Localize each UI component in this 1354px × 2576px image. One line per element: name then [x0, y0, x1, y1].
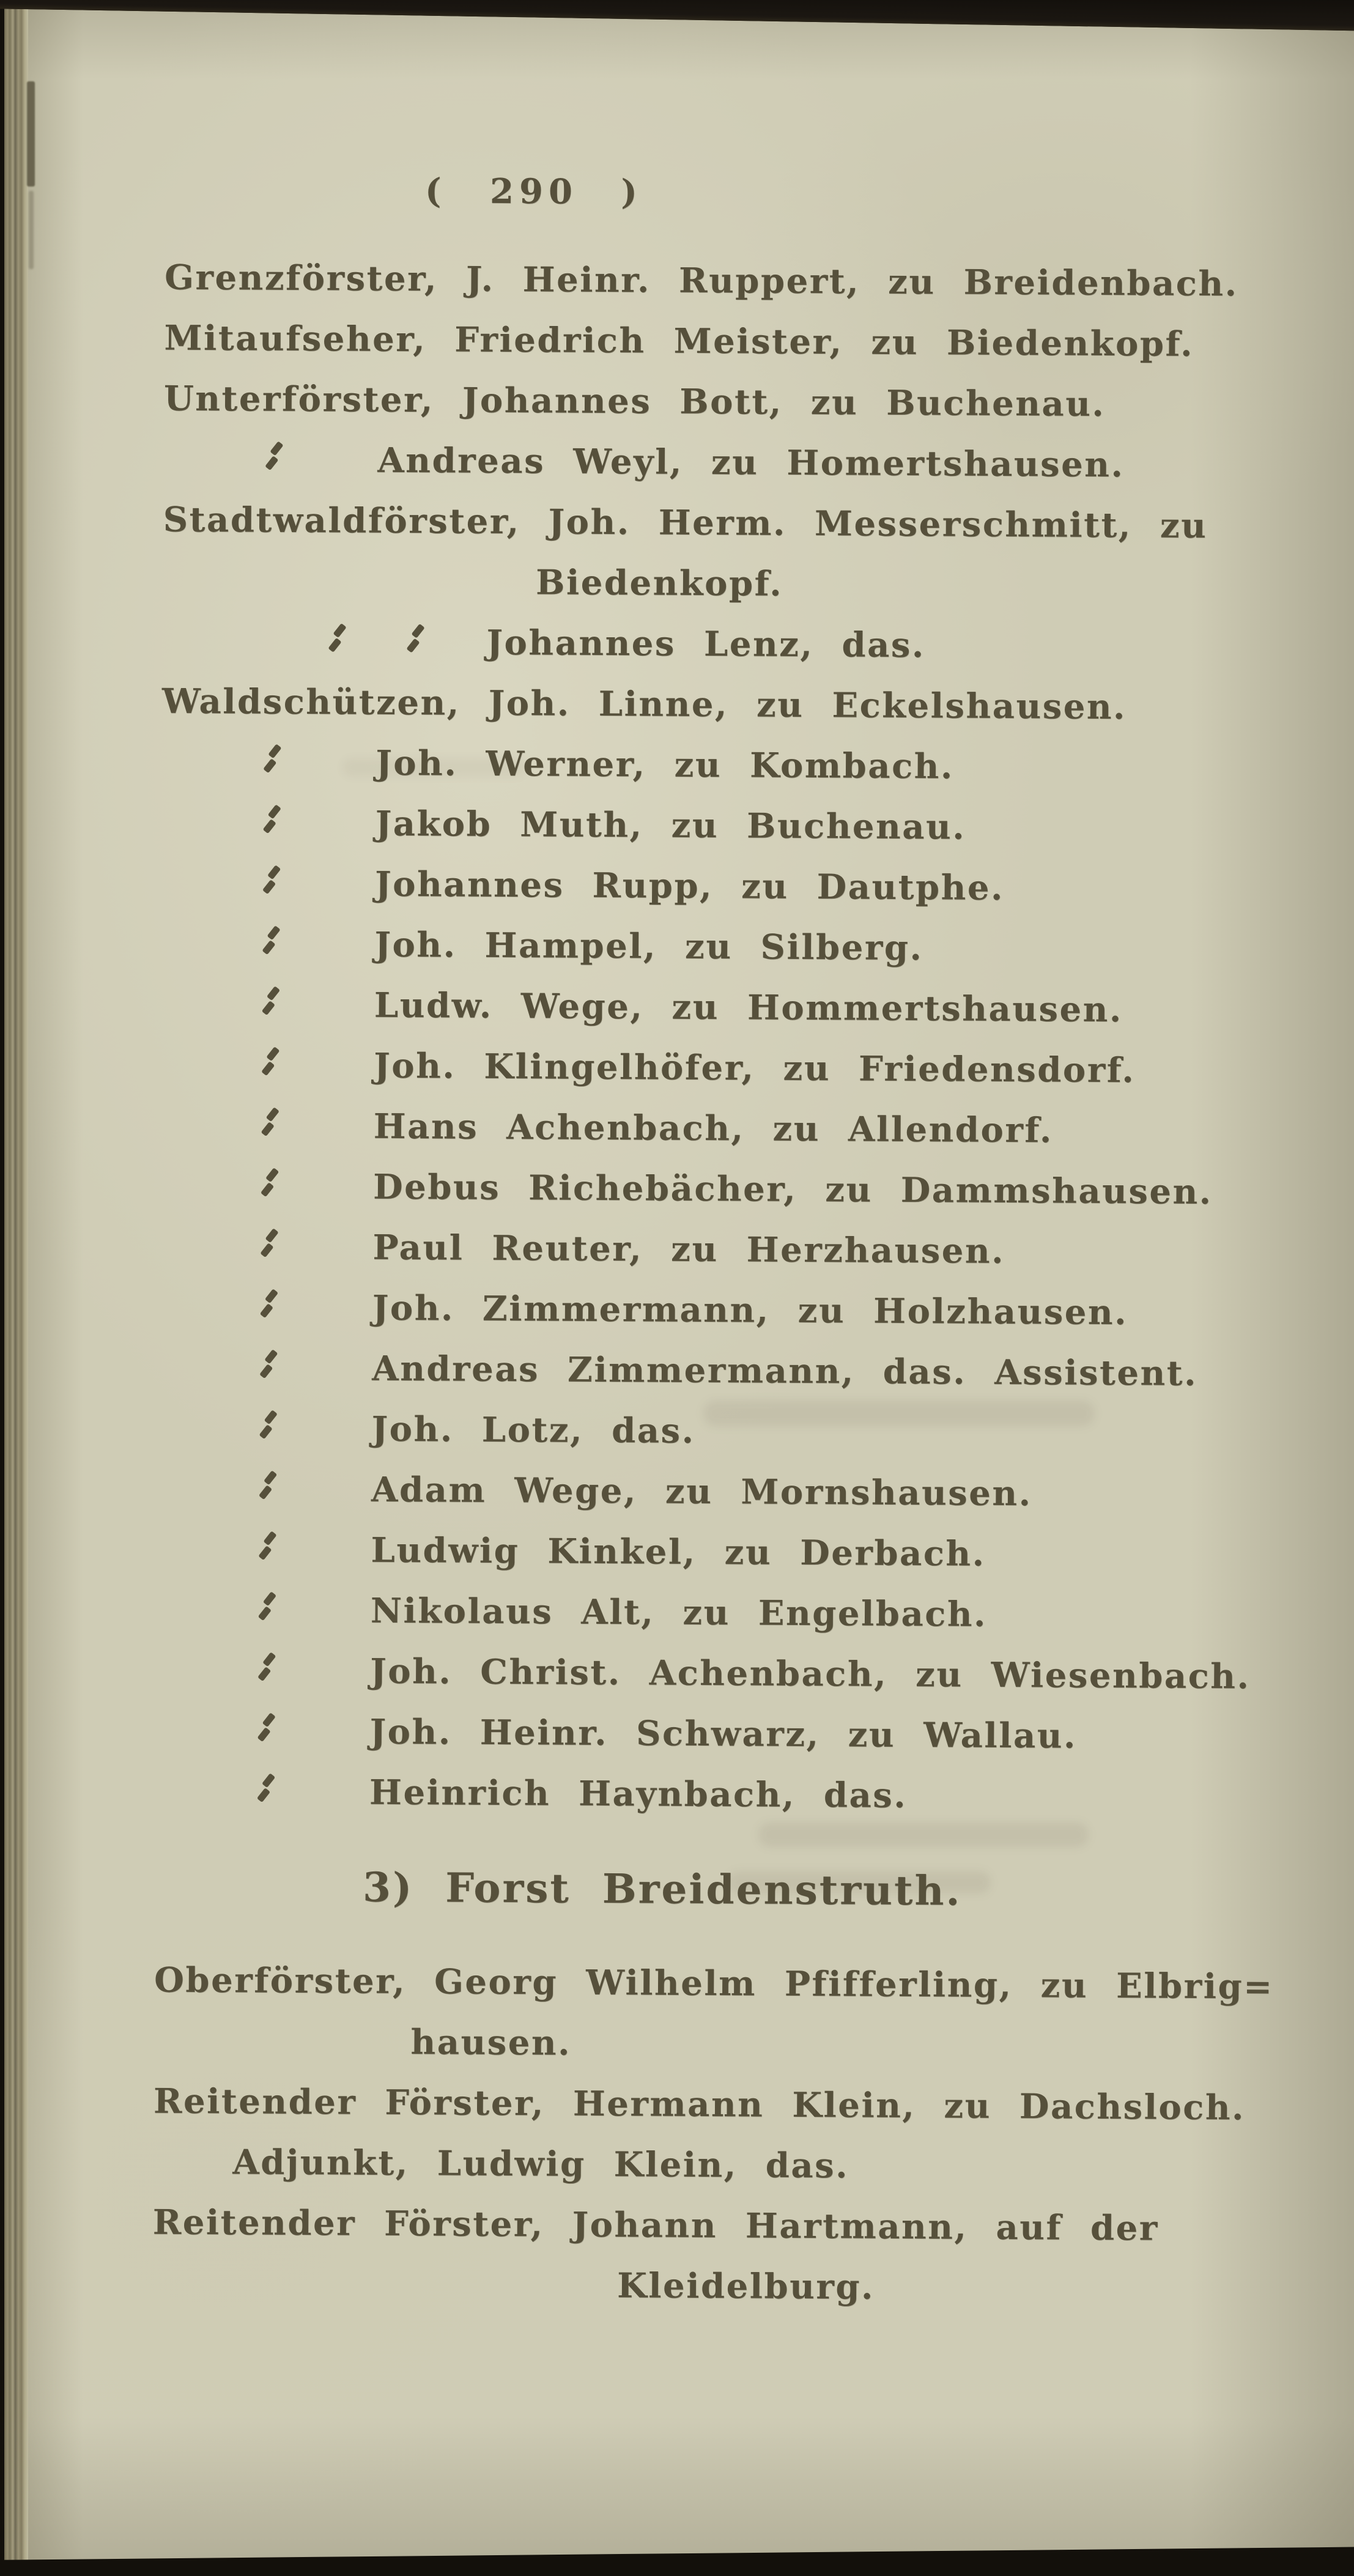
ditto-mark-icon — [260, 1170, 282, 1202]
line-text: Grenzförster, J. Heinr. Ruppert, zu Breidenbach. — [164, 257, 1238, 305]
line-text: Nikolaus Alt, zu Engelbach. — [370, 1590, 988, 1635]
page-number-header: ( 290 ) — [424, 171, 643, 213]
line-text: Debus Richebächer, zu Dammshausen. — [372, 1166, 1213, 1213]
ditto-mark-icon — [327, 625, 349, 657]
page-text — [152, 156, 1297, 2320]
line-text: Ludwig Kinkel, zu Derbach. — [371, 1530, 986, 1574]
line-text: Joh. Heinr. Schwarz, zu Wallau. — [369, 1711, 1078, 1756]
text-line — [160, 914, 1292, 981]
ditto-mark-icon — [256, 1775, 278, 1807]
text-line — [157, 1580, 1289, 1647]
line-text: Heinrich Haynbach, das. — [369, 1772, 908, 1816]
line-text: Johannes Lenz, das. — [486, 622, 926, 666]
text-line — [152, 2253, 1284, 2320]
ditto-mark-icon — [261, 928, 283, 960]
text-line — [158, 1216, 1290, 1284]
ditto-mark-icon — [262, 807, 284, 838]
ditto-mark-icon — [264, 443, 286, 475]
text-line — [159, 1156, 1291, 1223]
line-text: Jakob Muth, zu Buchenau. — [375, 803, 966, 848]
line-text: Ludw. Wege, zu Hommertshausen. — [374, 985, 1123, 1031]
line-text: Reitender Förster, Hermann Klein, zu Dachsloch. — [153, 2081, 1246, 2128]
text-line — [165, 248, 1297, 315]
line-text: Stadtwaldförster, Joh. Herm. Messerschmitt, zu — [163, 499, 1208, 547]
ditto-mark-icon — [262, 746, 284, 778]
text-line — [156, 1640, 1288, 1708]
text-line — [161, 732, 1293, 799]
book-gutter-page-edges — [0, 0, 28, 2576]
line-text: Oberförster, Georg Wilhelm Pfifferling, zu Elbrig= — [154, 1960, 1274, 2007]
text-line — [161, 853, 1293, 920]
text-line — [157, 1519, 1289, 1586]
line-text: Reitender Förster, Johann Hartmann, auf der — [152, 2202, 1160, 2249]
ditto-mark-icon — [262, 867, 284, 899]
section-heading — [155, 1849, 1287, 1930]
text-line — [158, 1338, 1290, 1405]
text-line — [157, 1459, 1289, 1526]
text-line — [162, 672, 1294, 739]
line-text: Adam Wege, zu Mornshausen. — [371, 1469, 1032, 1514]
line-text: Andreas Zimmermann, das. Assistent. — [372, 1348, 1198, 1394]
text-line — [153, 2132, 1285, 2199]
ditto-mark-icon — [256, 1715, 278, 1747]
line-text: Kleidelburg. — [616, 2265, 875, 2308]
line-text: Johannes Rupp, zu Dautphe. — [374, 864, 1005, 909]
text-line — [154, 2011, 1286, 2078]
page-text-lines — [152, 248, 1297, 2320]
line-text: Biedenkopf. — [535, 562, 783, 604]
text-line — [164, 369, 1296, 436]
ink-blot — [27, 81, 35, 187]
text-line — [154, 2071, 1286, 2139]
ditto-mark-icon — [259, 1352, 281, 1383]
line-text: Adjunkt, Ludwig Klein, das. — [232, 2142, 849, 2186]
text-line — [160, 1035, 1292, 1102]
ditto-mark-icon — [258, 1473, 280, 1505]
ditto-mark-icon — [259, 1231, 281, 1262]
ditto-mark-icon — [261, 988, 283, 1020]
line-text: Hans Achenbach, zu Allendorf. — [373, 1106, 1054, 1151]
line-text: Joh. Hampel, zu Silberg. — [374, 924, 923, 969]
ink-blot-faint — [29, 191, 34, 269]
line-text: Mitaufseher, Friedrich Meister, zu Biedenkopf. — [164, 317, 1194, 365]
text-line — [152, 2193, 1284, 2260]
text-line — [154, 1950, 1286, 2018]
ditto-mark-icon — [405, 626, 427, 657]
text-line — [163, 550, 1295, 618]
text-line — [163, 429, 1295, 497]
line-text: Unterförster, Johannes Bott, zu Buchenau. — [163, 378, 1106, 425]
line-text: Waldschützen, Joh. Linne, zu Eckelshausen. — [161, 681, 1127, 728]
text-line — [157, 1398, 1289, 1465]
text-line — [164, 308, 1296, 376]
line-text: Joh. Zimmermann, zu Holzhausen. — [372, 1287, 1128, 1333]
text-line — [155, 1761, 1287, 1829]
line-text: Joh. Klingelhöfer, zu Friedensdorf. — [374, 1045, 1136, 1091]
text-line — [160, 974, 1292, 1042]
text-line — [158, 1277, 1290, 1344]
line-text: Andreas Weyl, zu Homertshausen. — [377, 440, 1125, 486]
line-text: Joh. Lotz, das. — [371, 1408, 695, 1451]
ditto-mark-icon — [259, 1291, 281, 1323]
ditto-mark-icon — [259, 1412, 281, 1444]
text-line — [159, 1095, 1291, 1163]
ditto-mark-icon — [257, 1594, 279, 1626]
line-text: Joh. Werner, zu Kombach. — [375, 742, 955, 787]
line-text: hausen. — [410, 2022, 572, 2063]
line-text: Joh. Christ. Achenbach, zu Wiesenbach. — [370, 1651, 1251, 1697]
ditto-mark-icon — [257, 1654, 279, 1686]
line-text: Paul Reuter, zu Herzhausen. — [372, 1227, 1005, 1272]
text-line — [162, 611, 1294, 678]
text-line — [161, 793, 1293, 860]
ditto-mark-icon — [261, 1109, 283, 1141]
ditto-mark-icon — [261, 1049, 283, 1081]
ditto-mark-icon — [257, 1533, 279, 1565]
text-line — [163, 490, 1295, 557]
text-line — [155, 1701, 1287, 1768]
line-text: 3) Forst Breidenstruth. — [362, 1863, 962, 1915]
